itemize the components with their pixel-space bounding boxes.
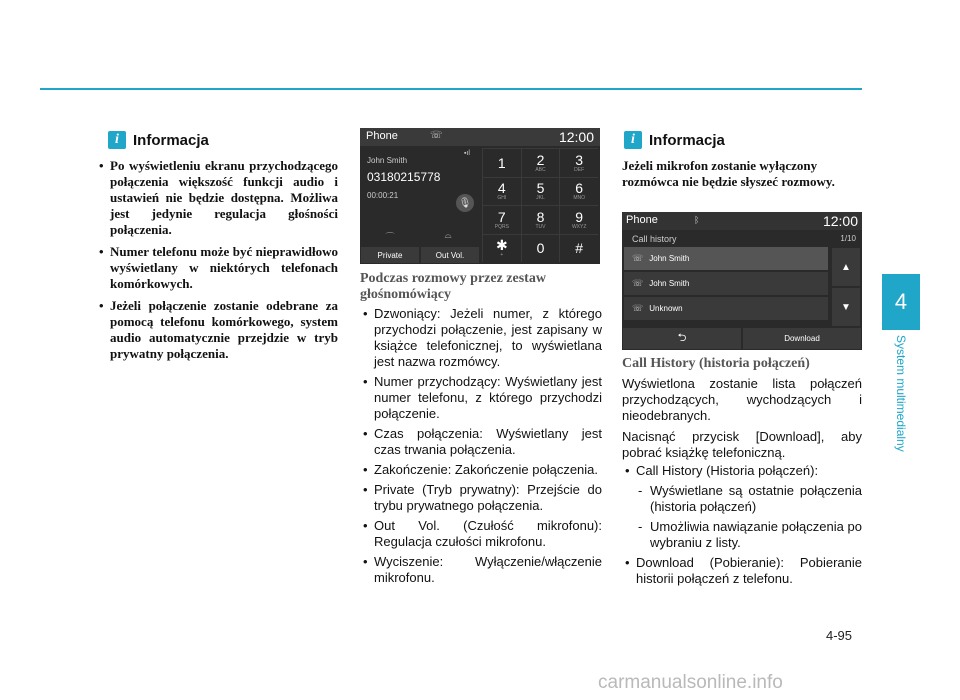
key-letters: DEF (574, 166, 585, 173)
key-digit: 9 (575, 208, 584, 225)
history-entry[interactable] (624, 297, 828, 320)
in-call-screen (360, 128, 600, 264)
list-subitem: - Umożliwia nawiązanie połączenia po wybraniu z listy. (622, 519, 862, 551)
key-digit: 8 (536, 208, 545, 225)
list-item: • Numer przychodzący: Wyświetlany jest numer telefonu, z którego przychodzi połączenie. (360, 374, 602, 422)
keypad-key[interactable] (482, 177, 521, 206)
chapter-number-tab: 4 (882, 274, 920, 330)
arrow-down-icon: ▼ (841, 301, 851, 313)
key-letters: TUV (535, 223, 546, 230)
bluetooth-icon: ᛒ (694, 215, 700, 225)
info-title: Informacja (649, 131, 725, 149)
list-subitem: - Wyświetlane są ostatnie połączenia (historia połączeń) (622, 483, 862, 515)
key-digit: 2 (536, 151, 545, 168)
keypad-key[interactable] (521, 177, 560, 206)
entry-name: Unknown (649, 304, 683, 313)
key-digit: 6 (575, 180, 584, 197)
info-icon: i (624, 131, 642, 149)
key-letters: PQRS (494, 223, 509, 230)
call-history-screen (622, 212, 862, 350)
outgoing-call-icon: ☏ (632, 278, 644, 288)
key-letters: JKL (536, 195, 545, 202)
screen-title: Phone (366, 130, 398, 142)
status-bar (622, 212, 862, 230)
section-title-handsfree: Podczas rozmowy przez zestaw głośnomówiący (360, 271, 546, 302)
caller-number: 03180215778 (367, 170, 441, 184)
back-button[interactable]: ⮌ (623, 328, 741, 349)
list-item: • Download (Pobieranie): Pobieranie historii połączeń z telefonu. (622, 555, 862, 587)
handsfree-list (360, 306, 602, 590)
list-item: • Private (Tryb prywatny): Przejście do trybu prywatnego połączenia. (360, 482, 602, 514)
key-letters: WXYZ (571, 223, 587, 230)
keypad-key[interactable] (559, 205, 598, 234)
key-digit: 4 (497, 180, 506, 197)
key-digit: 1 (497, 154, 506, 171)
missed-call-icon: ☏ (632, 303, 644, 313)
info-heading-1 (108, 131, 209, 149)
list-item: • Czas połączenia: Wyświetlany jest czas trwania połączenia. (360, 426, 602, 458)
status-bar (360, 128, 600, 146)
keypad-key[interactable] (521, 205, 560, 234)
header-rule (40, 88, 862, 90)
keypad-key[interactable] (521, 234, 560, 263)
key-letters: ABC (535, 166, 546, 173)
handset-icon: ☏ (430, 130, 443, 141)
key-letters: GHI (497, 195, 507, 202)
key-digit: # (575, 240, 584, 257)
keypad-key[interactable] (482, 148, 521, 177)
key-digit: 3 (575, 151, 584, 168)
keypad-key[interactable] (482, 205, 521, 234)
clock: 12:00 (822, 213, 858, 229)
info-heading-2 (624, 131, 725, 149)
info-text-2: Jeżeli mikrofon zostanie wyłączony rozmówca nie będzie słyszeć rozmowy. (622, 158, 835, 189)
scroll-up-button[interactable] (832, 248, 860, 286)
list-item: • Po wyświetleniu ekranu przychodzącego połączenia większość funkcji audio i ustawień nie będzie dostępna. Możliwa jest jedynie regulacja głośności połączenia. (96, 158, 338, 238)
history-subtitle: Call history (632, 234, 677, 244)
caller-name: John Smith (367, 156, 408, 165)
list-item: • Zakończenie: Zakończenie połączenia. (360, 462, 602, 478)
list-item: • Call History (Historia połączeń): (622, 463, 862, 479)
history-paragraph-1: Wyświetlona zostanie lista połączeń przychodzących, wychodzących i nieodebranych. (622, 376, 862, 423)
info-title: Informacja (133, 131, 209, 149)
section-title-history: Call History (historia połączeń) (622, 356, 810, 371)
end-call-icon[interactable]: ⌒ (385, 232, 395, 242)
private-button[interactable]: Private (361, 247, 419, 263)
history-entry[interactable] (624, 272, 828, 295)
entry-name: John Smith (649, 279, 690, 288)
signal-icon: ▪ıl (464, 150, 470, 157)
list-item: • Wyciszenie: Wyłączenie/włączenie mikrofonu. (360, 554, 602, 586)
key-letters: + (500, 252, 504, 259)
mute-mic-icon[interactable]: 🎙 (456, 194, 474, 212)
key-digit: 0 (536, 240, 545, 257)
hang-up-icon[interactable]: ⌓ (444, 230, 452, 240)
incoming-call-icon: ☏ (632, 253, 644, 263)
info-icon: i (108, 131, 126, 149)
keypad-key[interactable] (559, 148, 598, 177)
download-button[interactable]: Download (743, 328, 861, 349)
history-buttons (622, 327, 862, 350)
scroll-down-button[interactable] (832, 288, 860, 326)
history-paragraph-2: Nacisnąć przycisk [Download], aby pobrać książkę telefoniczną. (622, 429, 862, 460)
list-item: • Dzwoniący: Jeżeli numer, z którego przychodzi połączenie, jest zapisany w książce telefonicznej, to wyświetlana jest nazwa rozmówcy. (360, 306, 602, 370)
watermark: carmanualsonline.info (598, 672, 783, 693)
page-number: 4-95 (826, 628, 853, 643)
screen-title: Phone (626, 214, 658, 226)
history-list (624, 247, 828, 322)
keypad-key[interactable] (559, 177, 598, 206)
key-digit: 7 (497, 208, 506, 225)
list-item: • Out Vol. (Czułość mikrofonu): Regulacja czułości mikrofonu. (360, 518, 602, 550)
call-buttons (360, 246, 480, 264)
dial-keypad (482, 148, 598, 262)
arrow-up-icon: ▲ (841, 261, 851, 273)
keypad-key[interactable] (559, 234, 598, 263)
history-entry[interactable] (624, 247, 828, 270)
list-item: • Numer telefonu może być nieprawidłowo wyświetlany w niektórych telefonach komórkowych. (96, 244, 338, 292)
list-item: • Jeżeli połączenie zostanie odebrane za pomocą telefonu komórkowego, system audio automatycznie przejdzie w tryb prywatny połączenia. (96, 298, 338, 362)
key-digit: 5 (536, 180, 545, 197)
entry-name: John Smith (649, 254, 690, 263)
out-vol-button[interactable]: Out Vol. (421, 247, 479, 263)
call-time: 00:00:21 (367, 191, 399, 200)
keypad-key[interactable] (521, 148, 560, 177)
key-digit: ✱ (495, 237, 508, 254)
chapter-label: System multimedialny (894, 334, 908, 452)
keypad-key[interactable] (482, 234, 521, 263)
clock: 12:00 (558, 129, 594, 145)
page-counter: 1/10 (840, 234, 856, 243)
key-letters: MNO (573, 195, 585, 202)
info-list-1 (96, 158, 338, 368)
history-list-text (622, 463, 862, 591)
